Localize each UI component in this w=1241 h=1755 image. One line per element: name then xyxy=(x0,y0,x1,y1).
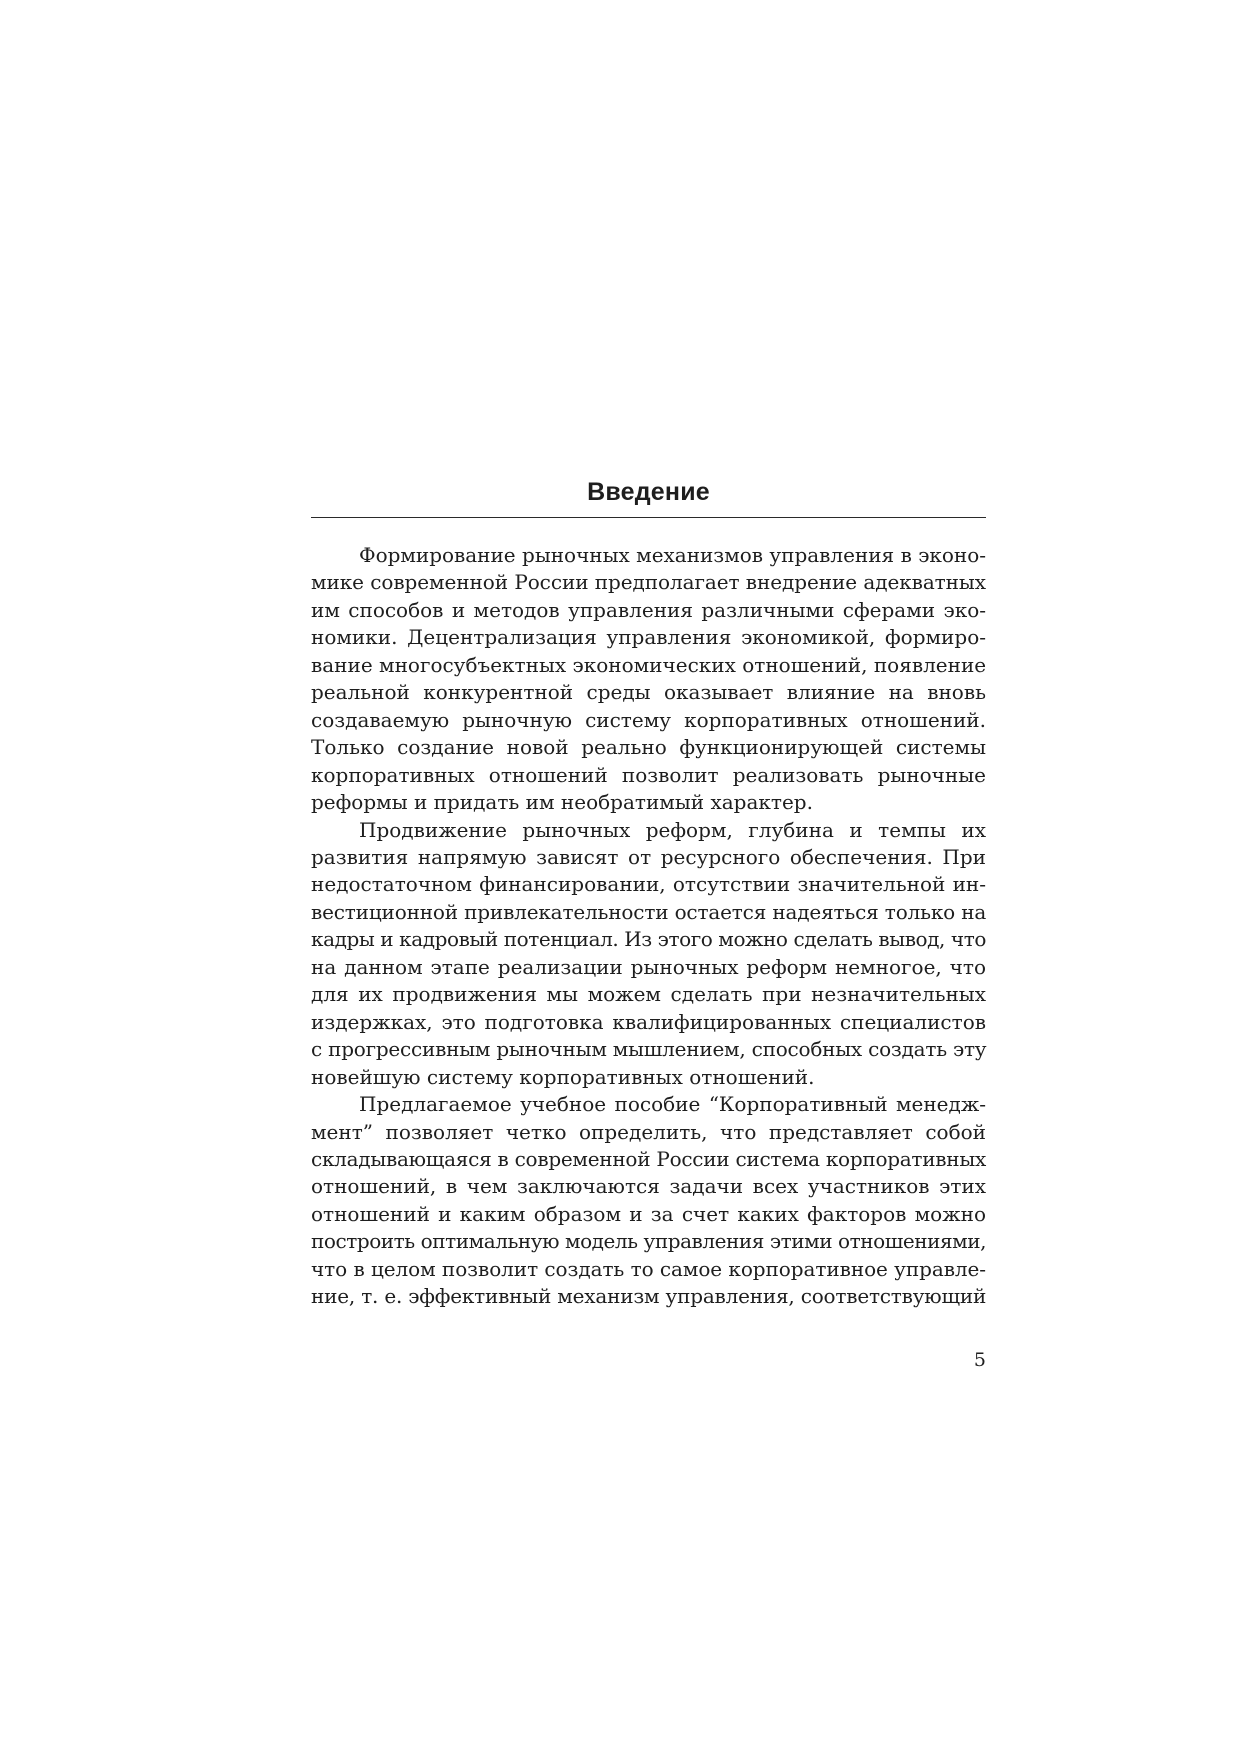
text-line: реформы и придать им необратимый характер. xyxy=(311,790,813,815)
text-line: с прогрессивным рыночным мышлением, способных создать эту xyxy=(311,1037,987,1062)
text-line: отношений и каким образом и за счет каких факторов можно xyxy=(311,1201,986,1226)
text-line: вание многосубъектных экономических отношений, появление xyxy=(311,652,987,677)
text-line: Только создание новой реально функционирующей системы xyxy=(311,735,986,760)
text-line: издержках, это подготовка квалифицированных специалистов xyxy=(311,1009,986,1034)
text-line: ние, т. е. эффективный механизм управления, соответствующий xyxy=(311,1284,987,1309)
body-text xyxy=(311,542,986,1311)
text-line: создаваемую рыночную систему корпоративных отношений. xyxy=(311,707,986,732)
text-line: развития напрямую зависят от ресурсного обеспечения. При xyxy=(311,844,986,869)
text-line: построить оптимальную модель управления этими отношениями, xyxy=(311,1229,987,1254)
text-line: корпоративных отношений позволит реализовать рыночные xyxy=(311,762,986,787)
chapter-title: Введение xyxy=(587,478,710,506)
text-line: складывающаяся в современной России система корпоративных xyxy=(311,1146,987,1171)
text-line: отношений, в чем заключаются задачи всех участников этих xyxy=(311,1174,986,1199)
text-line: вестиционной привлекательности остается надеяться только на xyxy=(311,899,987,924)
text-line: кадры и кадровый потенциал. Из этого можно сделать вывод, что xyxy=(311,927,986,952)
paragraph xyxy=(311,817,986,1092)
paragraph xyxy=(311,542,986,817)
text-line: Формирование рыночных механизмов управления в эконо- xyxy=(359,543,986,567)
page-number: 5 xyxy=(973,1349,986,1371)
text-line: Продвижение рыночных реформ, глубина и темпы их xyxy=(359,817,986,842)
text-line: Предлагаемое учебное пособие “Корпоративный менедж- xyxy=(359,1092,986,1117)
text-line: на данном этапе реализации рыночных реформ немногое, что xyxy=(311,954,986,979)
text-line: недостаточном финансировании, отсутствии значительной ин- xyxy=(311,872,986,897)
text-line: что в целом позволит создать то самое корпоративное управле- xyxy=(311,1256,986,1281)
text-line: номики. Децентрализация управления экономикой, формиро- xyxy=(311,625,986,650)
text-line: для их продвижения мы можем сделать при незначительных xyxy=(311,982,986,1007)
text-line: новейшую систему корпоративных отношений. xyxy=(311,1064,815,1089)
title-underline-rule xyxy=(311,517,986,518)
paragraph xyxy=(311,1091,986,1311)
text-line: мике современной России предполагает внедрение адекватных xyxy=(311,570,986,595)
text-line: им способов и методов управления различными сферами эко- xyxy=(311,597,986,622)
text-line: мент” позволяет четко определить, что представляет собой xyxy=(311,1119,986,1144)
text-line: реальной конкурентной среды оказывает влияние на вновь xyxy=(311,680,986,705)
